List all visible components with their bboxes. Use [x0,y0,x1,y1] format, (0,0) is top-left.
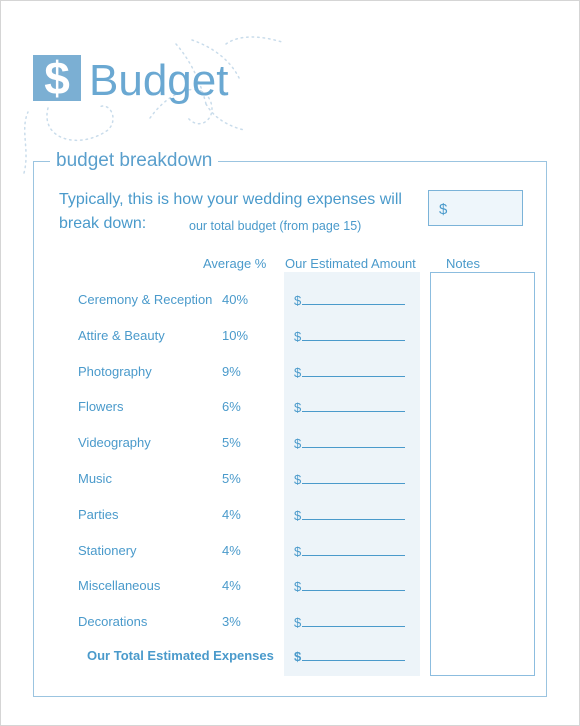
estimated-amount-field[interactable] [294,435,405,451]
section-title: budget breakdown [50,150,218,172]
dollar-sign: $ [294,507,302,523]
estimated-amount-field[interactable] [294,507,405,523]
amount-line [302,614,405,627]
amount-line [302,399,405,412]
expense-category: Music [78,471,112,486]
expense-row [0,328,580,348]
total-dollar-sign: $ [294,649,302,664]
expense-percent: 10% [222,327,249,343]
intro-text: Typically, this is how your wedding expenses will break down: [59,191,402,232]
dollar-sign: $ [294,543,302,559]
expense-row [0,364,580,384]
estimated-amount-field[interactable] [294,328,405,344]
page-title: Budget [89,56,229,105]
total-amount-line [302,648,405,661]
expense-percent: 4% [222,542,241,558]
column-header-estimated: Our Estimated Amount [285,256,416,271]
expense-row [0,399,580,419]
expense-category: Parties [78,506,119,522]
dollar-sign: $ [294,579,302,595]
expense-row [0,292,580,312]
expense-percent: 6% [222,399,241,415]
expense-category: Miscellaneous [78,578,161,594]
dollar-sign: $ [294,293,302,308]
estimated-amount-field[interactable] [294,364,405,380]
expense-row [0,614,580,634]
expense-category: Videography [78,435,151,451]
estimated-amount-field[interactable] [294,543,405,559]
expense-percent: 5% [222,435,241,451]
amount-line [302,364,405,377]
dollar-sign: $ [294,472,302,487]
amount-line [302,435,405,448]
column-header-average: Average % [203,256,267,271]
dollar-sign: $ [294,400,302,416]
total-label: Our Total Estimated Expenses [87,648,274,663]
expense-percent: 5% [222,471,241,486]
estimated-amount-field[interactable] [294,471,405,487]
expense-row [0,578,580,598]
amount-line [302,543,405,556]
estimated-amount-field[interactable] [294,578,405,594]
amount-line [302,578,405,591]
total-budget-note: our total budget (from page 15) [189,219,362,233]
expense-category: Attire & Beauty [78,327,165,343]
expense-category: Stationery [78,542,137,558]
amount-line [302,328,405,341]
total-row [0,648,580,668]
expense-category: Flowers [78,399,124,415]
expense-category: Photography [78,363,152,379]
dollar-sign: $ [294,364,302,380]
column-header-notes: Notes [446,256,480,271]
amount-line [302,507,405,520]
dollar-logo-icon: $ [33,55,81,101]
expense-percent: 9% [222,363,241,379]
total-budget-field[interactable]: $ [428,190,523,226]
expense-percent: 40% [222,292,249,307]
estimated-amount-field[interactable] [294,292,405,308]
expense-percent: 4% [222,578,241,594]
amount-line [302,292,405,305]
total-amount-field[interactable] [294,648,405,664]
amount-line [302,471,405,484]
expense-row [0,543,580,563]
expense-category: Decorations [78,614,148,630]
estimated-amount-field[interactable] [294,614,405,630]
dollar-sign: $ [294,328,302,344]
estimated-amount-field[interactable] [294,399,405,415]
dollar-sign: $ [294,436,302,452]
expense-category: Ceremony & Reception [78,292,213,307]
expense-percent: 3% [222,614,241,630]
expense-row [0,471,580,491]
expense-percent: 4% [222,506,241,522]
expense-row [0,435,580,455]
expense-row [0,507,580,527]
dollar-sign: $ [294,615,302,631]
